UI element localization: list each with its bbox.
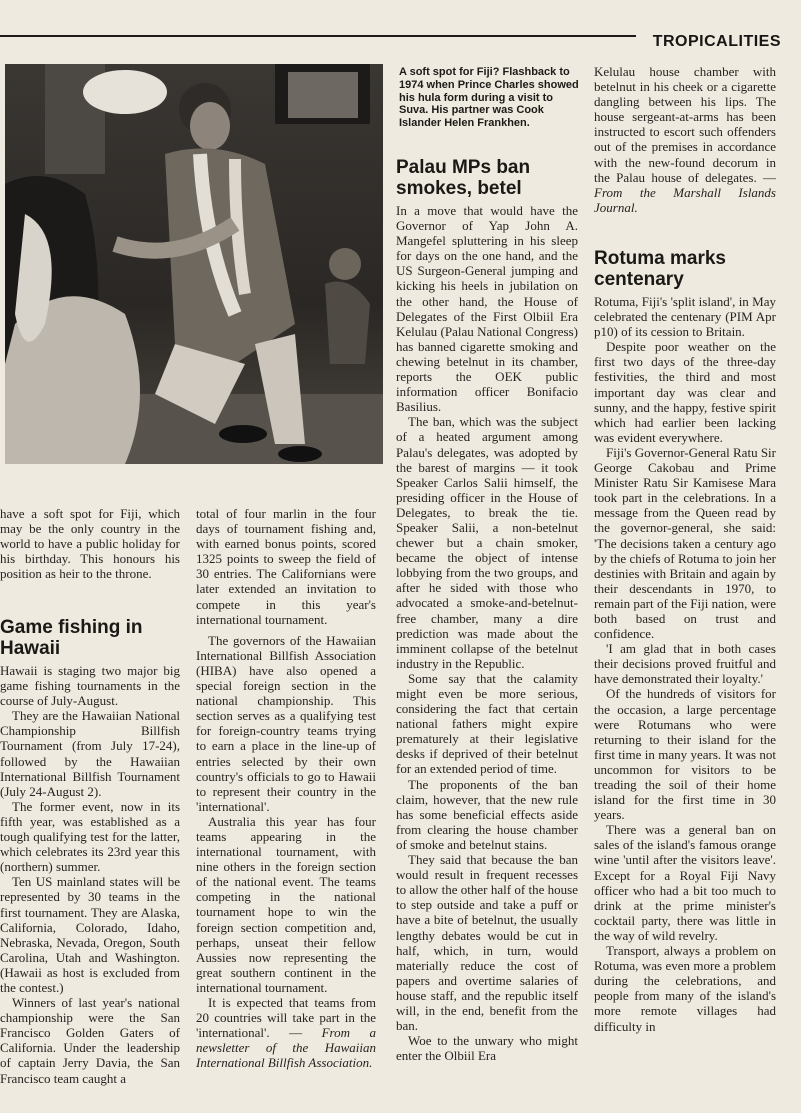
paragraph: Hawaii is staging two major big game fishing tournaments in the course of July-August. [0, 663, 180, 709]
source-credit: From a newsletter of the Hawaiian International Billfish Association. [196, 1025, 376, 1071]
photo-hula-dance-icon [5, 64, 383, 464]
rotuma-headline-wrap [594, 248, 776, 1034]
paragraph: Transport, always a problem on Rotuma, was even more a problem during the celebrations, and people from many of the island's more remote villages had difficulty in [594, 943, 776, 1034]
paragraph: Rotuma, Fiji's 'split island', in May celebrated the centenary (PIM Apr p10) of its cession to Britain. [594, 294, 776, 340]
game-fishing-headline: Game fishing in Hawaii [0, 617, 143, 659]
game-fishing-body [0, 663, 180, 1086]
paragraph: In a move that would have the Governor of Yap John A. Mangefel spluttering in his sleep for days on the one hand, and the US Surgeon-General jumping and kicking his heels in jubilation on the other hand, the House of Delegates of the First Olbiil Era Kelulau (Palau National Congress) has banned cigarette smoking and chewing betelnut in its chamber, reports the OEK public information officer Bonifacio Basilius. [396, 203, 578, 415]
article-continued-text: have a soft spot for Fiji, which may be the only country in the world to have a public holiday for his birthday. This honours his position as heir to the throne. [0, 506, 180, 582]
paragraph: Fiji's Governor-General Ratu Sir George Cakobau and Prime Minister Ratu Sir Kamisese Mara took part in the celebrations. In a message from the Queen read by the governor-general, she said: 'The decisions taken a century ago by the chiefs of Rotuma to join her destinies with Britain and again by their descendants in 1970, to remain part of the Fiji nation, were both based on trust and confidence. [594, 444, 776, 642]
paragraph: Winners of last year's national championship were the San Francisco Golden Gaters of California. Under the leadership of captain Jerry Davia, the San Francisco team caught a [0, 995, 180, 1086]
paragraph: Australia this year has four teams appearing in the international tournament, with nine others in the foreign section of the national event. The teams competing in the national tournament hope to win the foreign section competition and, perhaps, unseat their fellow Aussies now representing the great southern continent in the international tournament. [196, 813, 376, 995]
paragraph: total of four marlin in the four days of tournament fishing and, with earned bonus points, scored 1325 points to sweep the field of 30 entries. The Californians were later extended an invitation to compete in this year's international tournament. [196, 506, 376, 627]
paragraph: 'I am glad that in both cases their decisions proved fruitful and have demonstrated their loyalty.' [594, 641, 776, 687]
column-2 [196, 506, 376, 1070]
game-fishing-headline-wrap [0, 617, 180, 1086]
paragraph: Woe to the unwary who might enter the Olbiil Era [396, 1033, 578, 1064]
paragraph: The former event, now in its fifth year, was established as a tough qualifying test for the latter, which celebrates its 23rd year this (northern) summer. [0, 798, 180, 875]
paragraph: Ten US mainland states will be represented by 30 teams in the first tournament. They are Alaska, California, Colorado, Idaho, Nebraska, Nevada, Oregon, South Carolina, Utah and Washington. (Hawaii as host is excluded from the contest.) [0, 874, 180, 995]
palau-headline-wrap [396, 157, 578, 199]
rotuma-headline: Rotuma marks centenary [594, 248, 726, 290]
palau-headline: Palau MPs ban smokes, betel [396, 157, 531, 199]
paragraph: The proponents of the ban claim, however, that the new rule has some beneficial effects aside from clearing the house chamber of smoke and betelnut stains. [396, 776, 578, 852]
photo-caption: A soft spot for Fiji? Flashback to 1974 when Prince Charles showed his hula form during a visit to Suva. His partner was Cook Islander Helen Frankhen. [399, 66, 579, 130]
paragraph: Despite poor weather on the first two days of the three-day festivities, the third and most important day was clear and sunny, and the happy, festive spirit which had earlier been lacking was evident everywhere. [594, 339, 776, 445]
paragraph-text: Kelulau house chamber with betelnut in his cheek or a cigarette dangling between his lips. The house sergeant-at-arms has been instructed to escort such offenders out of the premises in accordance with the new-found decorum in the Palau house of delegates. — [594, 64, 776, 185]
section-label: TROPICALITIES [652, 33, 781, 50]
source-credit: From the Marshall Islands Journal. [594, 184, 776, 215]
column-3 [396, 203, 578, 1063]
paragraph [594, 64, 776, 215]
paragraph: They are the Hawaiian National Championship Billfish Tournament (from July 17-24), followed by the Hawaiian International Billfish Tournament (July 24-August 2). [0, 708, 180, 799]
paragraph: There was a general ban on sales of the island's famous orange wine 'until after the visitors leave'. Except for a Royal Fiji Navy officer who had a bit too much to drink at the prime minister's cocktail party, there was little in the way of wild revelry. [594, 822, 776, 943]
rotuma-body [594, 294, 776, 1034]
column-4 [594, 64, 776, 215]
paragraph [196, 995, 376, 1070]
paragraph: They said that because the ban would result in frequent recesses to allow the other half of the house to step outside and take a puff or have a bite of betelnut, the usually lengthy debates would be cut in half, which, in turn, would materially reduce the cost of papers and overtime salaries of house staff, and the republic itself will, in the end, benefit from the ban. [396, 852, 578, 1034]
header-rule [0, 35, 636, 37]
photo-hula-dance [5, 64, 383, 464]
paragraph: Some say that the calamity might even be more serious, considering the fact that certain national fathers might expire prematurely at their legislative desks if deprived of their betelnut for an extended period of time. [396, 670, 578, 777]
column-1 [0, 506, 180, 581]
paragraph: Of the hundreds of visitors for the occasion, a large percentage were Rotumans who were returning to their island for the first time in many years. It was not uncommon for visitors to be treading the soil of their home island for the first time in 30 years. [594, 686, 776, 823]
paragraph: The governors of the Hawaiian International Billfish Association (HIBA) have also opened a special foreign section in the national championship. This section serves as a qualifying test for foreign-country teams trying to earn a place in the line-up of entries selected by their own country's officials to go to Hawaii to represent their country in the 'international'. [196, 632, 376, 814]
paragraph: The ban, which was the subject of a heated argument among Palau's delegates, was adopted by the barest of margins — it took Speaker Carlos Salii himself, the presiding officer in the House of Delegates, to break the tie. Speaker Salii, a non-betelnut chewer but a chain smoker, became the object of intense lobbying from the two groups, and after he sided with those who advocated a smoke-and-betelnut-free chamber, many a dire prediction was made about the imminent collapse of the betelnut industry in the Republic. [396, 414, 578, 671]
paragraph-text: It is expected that teams from 20 countries will take part in the 'international'. — [196, 995, 376, 1041]
